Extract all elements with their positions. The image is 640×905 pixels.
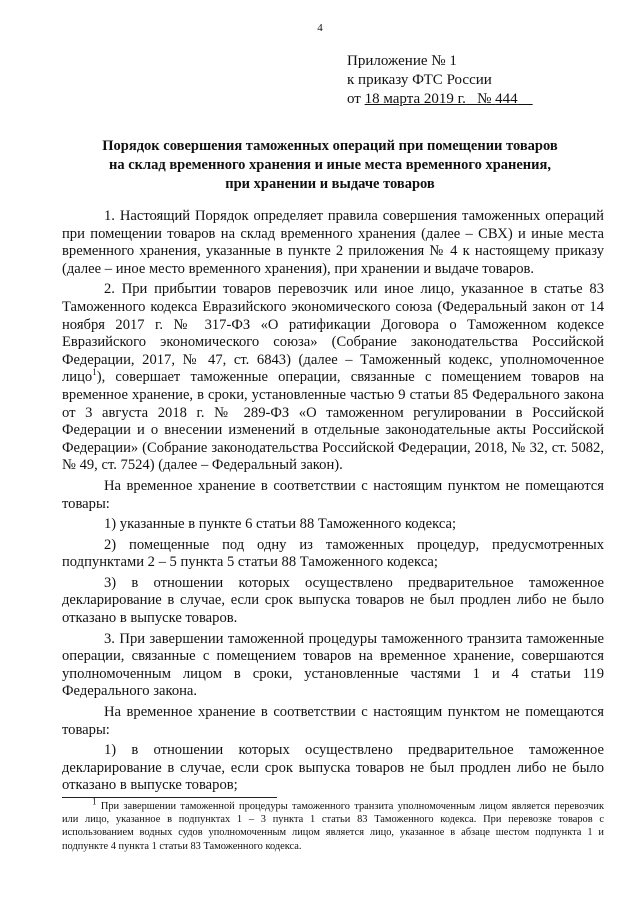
appendix-number: 444: [495, 91, 518, 107]
appendix-header: [347, 52, 533, 109]
appendix-date: 18 марта 2019 г.: [364, 91, 466, 107]
document-body: [62, 208, 604, 795]
paragraph-2-exclusion: На временное хранение в соответствии с настоящим пунктом не помещаются товары:: [62, 477, 604, 512]
title-line-1: Порядок совершения таможенных операций при помещении товаров: [102, 138, 558, 154]
footnote: [62, 796, 604, 853]
appendix-line-2: к приказу ФТС России: [347, 72, 492, 88]
page-number: 4: [317, 22, 323, 34]
paragraph-3: 3. При завершении таможенной процедуры таможенного транзита таможенные операции, связанные с помещением товаров на временное хранение, совершаются уполномоченным лицом в сроки, установленные частями 1 и 4 статьи 119 Федерального закона.: [62, 630, 604, 700]
paragraph-2-item-3: 3) в отношении которых осуществлено предварительное таможенное декларирование в случае, если срок выпуска товаров не был продлен либо не было отказано в выпуске товаров.: [62, 574, 604, 627]
paragraph-3-item-1: 1) в отношении которых осуществлено предварительное таможенное декларирование в случае, если срок выпуска товаров не был продлен либо не было отказано в выпуске товаров;: [62, 742, 604, 794]
appendix-number-label: №: [465, 91, 496, 107]
title-line-2: на склад временного хранения и иные места временного хранения,: [108, 157, 551, 173]
footnote-mark: 1: [92, 796, 97, 807]
appendix-date-prefix: от: [347, 91, 365, 107]
document-title: [60, 137, 600, 194]
paragraph-1: 1. Настоящий Порядок определяет правила совершения таможенных операций при помещении товаров на склад временного хранения (далее – СВХ) и иные места временного хранения, указанные в пункте 2 приложения № 4 к настоящему приказу (далее – иное место временного хранения), при хранении и выдаче товаров.: [62, 208, 604, 277]
paragraph-2-item-1: 1) указанные в пункте 6 статьи 88 Таможенного кодекса;: [104, 516, 457, 533]
paragraph-2: [62, 281, 604, 475]
title-line-3: при хранении и выдаче товаров: [225, 176, 435, 192]
paragraph-2-part-a: 2. При прибытии товаров перевозчик или иное лицо, указанное в статье 83 Таможенного кодекса Евразийского экономического союза (Федеральный закон от 14 ноября 2017 г. № 317-ФЗ «О ратификации Договора о Таможенном кодексе Евразийского экономического союза» (Собрание законодательства Российской Федерации, 2017, № 47, ст. 6843) (далее – Таможенный кодекс, уполномоченное лицо: [62, 281, 604, 386]
paragraph-3-exclusion: На временное хранение в соответствии с настоящим пунктом не помещаются товары:: [62, 704, 604, 738]
paragraph-2-item-2: 2) помещенные под одну из таможенных процедур, предусмотренных подпунктами 2 – 5 пункта 5 статьи 88 Таможенного кодекса;: [62, 536, 604, 571]
footnote-text: При завершении таможенной процедуры таможенного транзита уполномоченным лицом является перевозчик или лицо, указанное в подпунктах 1 – 3 пункта 1 статьи 83 Таможенного кодекса. При перевозке товаров с использованием водных судов уполномоченным лицом является лицо, указанное в абзаце шестом подпункта 1 и подпункте 4 пункта 1 статьи 83 Таможенного кодекса.: [62, 801, 604, 852]
appendix-line-3: [347, 90, 533, 109]
footnote-reference: 1: [92, 367, 97, 378]
appendix-line-1: Приложение № 1: [347, 53, 457, 69]
paragraph-2-part-b: ), совершает таможенные операции, связанные с помещением товаров на временное хранение, в сроки, установленные частью 9 статьи 85 Федерального закона от 3 августа 2018 г. № 289-ФЗ «О таможенном регулировании в Российской Федерации и о внесении изменений в отдельные законодательные акты Российской Федерации» (Собрание законодательства Российской Федерации, 2018, № 32, ст. 5082, № 49, ст. 7524) (далее – Федеральный закон).: [62, 369, 604, 474]
